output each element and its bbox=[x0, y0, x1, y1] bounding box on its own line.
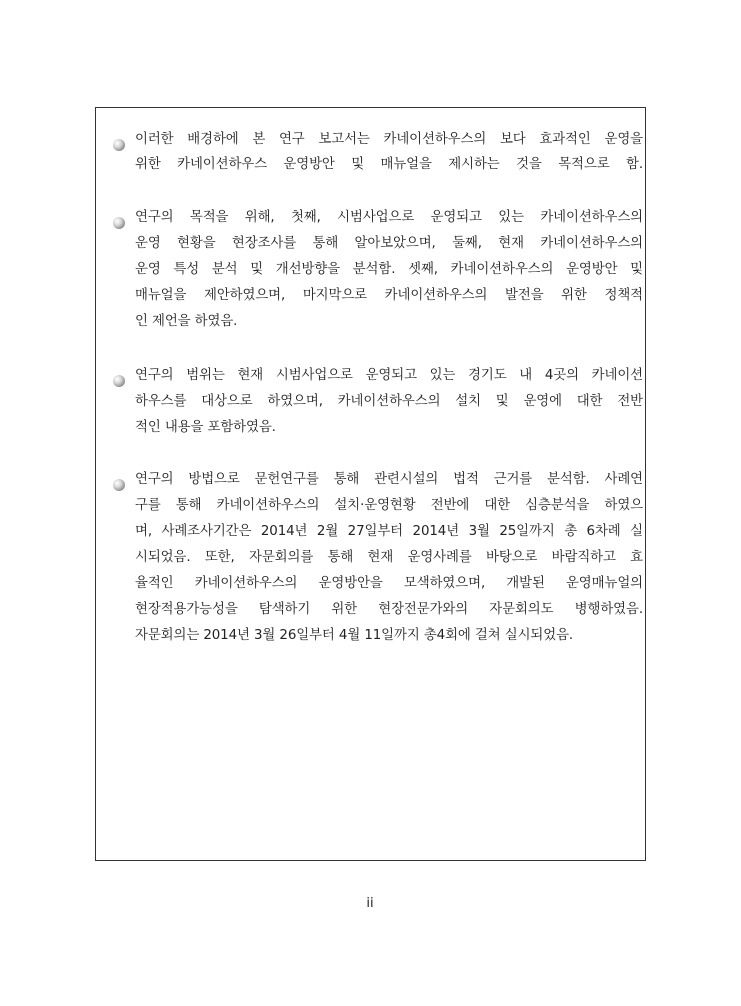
text-line: 인 제언을 하였음. bbox=[135, 314, 238, 329]
text-line: 시되었음. 또한, 자문회의를 통해 현재 운영사례를 바탕으로 바람직하고 효 bbox=[135, 550, 643, 565]
text-line: 연구의 방법으로 문헌연구를 통해 관련시설의 법적 근거를 분석함. 사례연 bbox=[135, 472, 643, 487]
text-line: 운영 특성 분석 및 개선방향을 분석함. 셋째, 카네이션하우스의 운영방안 및 bbox=[135, 262, 643, 277]
text-line: 이러한 배경하에 본 연구 보고서는 카네이션하우스의 보다 효과적인 운영을 bbox=[135, 132, 643, 147]
page-number: ii bbox=[366, 896, 374, 911]
text-line: 구를 통해 카네이션하우스의 설치·운영현황 전반에 대한 심층분석을 하였으 bbox=[135, 498, 643, 513]
text-line: 적인 내용을 포함하였음. bbox=[135, 420, 276, 435]
text-line: 위한 카네이션하우스 운영방안 및 매뉴얼을 제시하는 것을 목적으로 함. bbox=[135, 157, 643, 172]
bullet-icon bbox=[113, 479, 125, 491]
text-line: 현장적용가능성을 탐색하기 위한 현장전문가와의 자문회의도 병행하였음. bbox=[135, 602, 643, 617]
bullet-icon bbox=[113, 139, 125, 151]
text-line: 매뉴얼을 제안하였으며, 마지막으로 카네이션하우스의 발전을 위한 정책적 bbox=[135, 288, 643, 303]
text-line: 운영 현황을 현장조사를 통해 알아보았으며, 둘째, 현재 카네이션하우스의 bbox=[135, 236, 643, 251]
text-line: 자문회의는 2014년 3월 26일부터 4월 11일까지 총4회에 걸쳐 실시되었음. bbox=[135, 628, 574, 643]
text-line: 하우스를 대상으로 하였으며, 카네이션하우스의 설치 및 운영에 대한 전반 bbox=[135, 394, 643, 409]
bullet-icon bbox=[113, 217, 125, 229]
text-line: 율적인 카네이션하우스의 운영방안을 모색하였으며, 개발된 운영매뉴얼의 bbox=[135, 576, 643, 591]
bullet-icon bbox=[113, 375, 125, 387]
content-box bbox=[95, 107, 646, 861]
text-line: 며, 사례조사기간은 2014년 2월 27일부터 2014년 3월 25일까지 총 6차례 실 bbox=[135, 524, 643, 539]
text-line: 연구의 목적을 위해, 첫째, 시범사업으로 운영되고 있는 카네이션하우스의 bbox=[135, 210, 643, 225]
text-line: 연구의 범위는 현재 시범사업으로 운영되고 있는 경기도 내 4곳의 카네이션 bbox=[135, 368, 643, 383]
